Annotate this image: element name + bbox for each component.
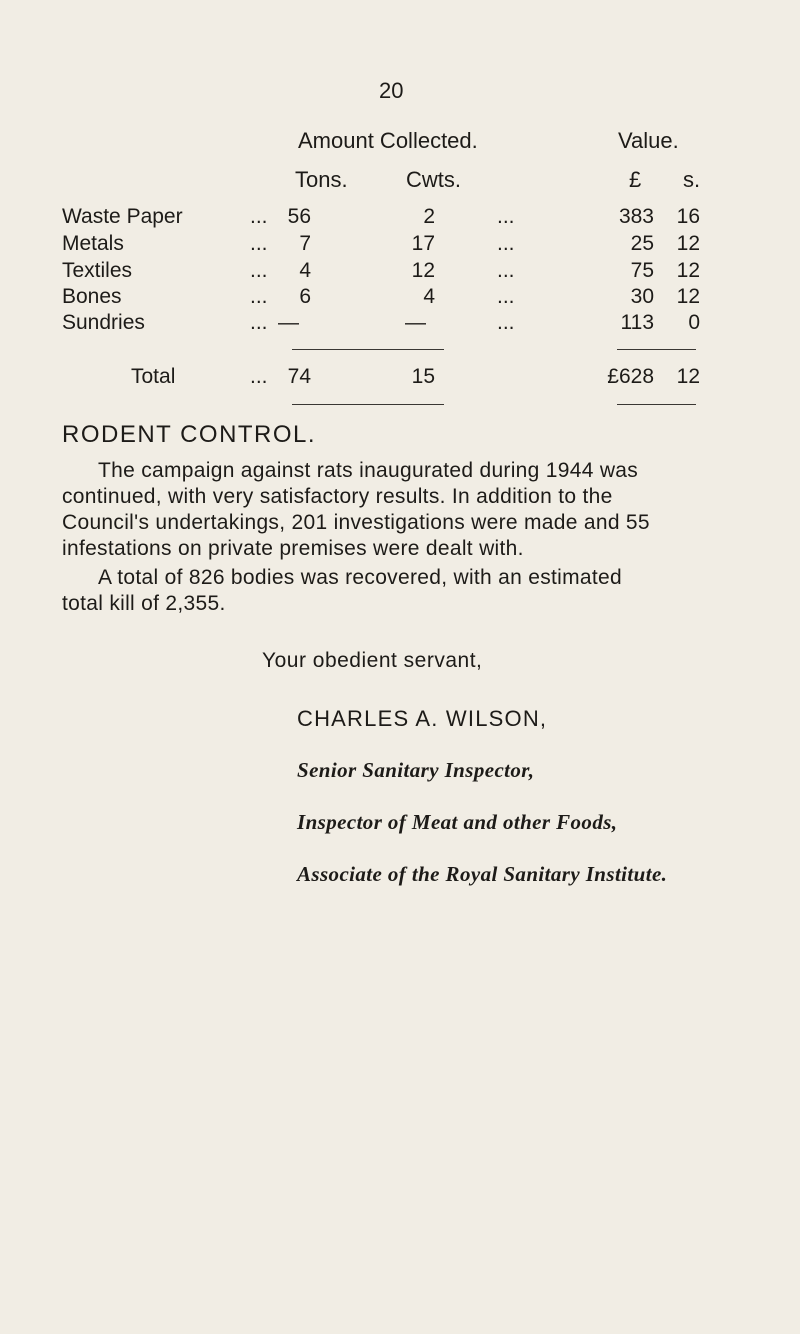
- paragraph-line: The campaign against rats inaugurated during 1944 was: [98, 459, 639, 482]
- closing-phrase: Your obedient servant,: [262, 649, 483, 672]
- row-shillings: 16: [676, 205, 700, 228]
- row-pounds: 113: [620, 311, 654, 334]
- row-tons: 56: [287, 205, 311, 228]
- row-cwts: 12: [411, 259, 435, 282]
- row-leader: ...: [250, 232, 268, 255]
- row-cwts: 2: [423, 205, 435, 228]
- total-tons: 74: [287, 365, 311, 388]
- row-label: Textiles: [62, 259, 133, 282]
- section-title: RODENT CONTROL.: [62, 421, 317, 448]
- total-rule-value: [617, 404, 696, 405]
- total-shillings: 12: [676, 365, 700, 388]
- row-leader: ...: [497, 232, 515, 255]
- paragraph-line: infestations on private premises were dealt with.: [62, 537, 524, 560]
- pounds-column-header: £: [629, 167, 642, 192]
- row-label: Sundries: [62, 311, 145, 334]
- row-pounds: 383: [618, 205, 654, 228]
- row-pounds: 75: [630, 259, 654, 282]
- paragraph-line: Council's undertakings, 201 investigations were made and 55: [62, 511, 650, 534]
- row-pounds: 30: [630, 285, 654, 308]
- paragraph-line: A total of 826 bodies was recovered, with an estimated: [98, 566, 622, 589]
- row-tons: 6: [299, 285, 311, 308]
- total-label: Total: [131, 365, 176, 388]
- total-rule-amount: [292, 404, 444, 405]
- page-number: 20: [379, 78, 404, 103]
- paragraph-line: total kill of 2,355.: [62, 592, 226, 615]
- row-shillings: 12: [676, 285, 700, 308]
- row-cwts: —: [405, 311, 426, 334]
- row-leader: ...: [250, 285, 268, 308]
- row-leader: ...: [497, 285, 515, 308]
- signatory-title: Inspector of Meat and other Foods,: [297, 810, 618, 834]
- row-label: Metals: [62, 232, 124, 255]
- row-shillings: 0: [688, 311, 700, 334]
- subtotal-rule-amount: [292, 349, 444, 350]
- row-label: Waste Paper: [62, 205, 183, 228]
- tons-column-header: Tons.: [295, 167, 348, 192]
- row-shillings: 12: [676, 232, 700, 255]
- row-shillings: 12: [676, 259, 700, 282]
- value-header: Value.: [618, 128, 679, 153]
- cwts-column-header: Cwts.: [406, 167, 461, 192]
- row-cwts: 4: [423, 285, 435, 308]
- amount-collected-header: Amount Collected.: [298, 128, 478, 153]
- total-cwts: 15: [411, 365, 435, 388]
- row-leader: ...: [497, 259, 515, 282]
- shillings-column-header: s.: [683, 167, 701, 192]
- paragraph-line: continued, with very satisfactory results. In addition to the: [62, 485, 613, 508]
- subtotal-rule-value: [617, 349, 696, 350]
- row-label: Bones: [62, 285, 122, 308]
- total-pounds: £628: [607, 365, 654, 388]
- row-leader: ...: [497, 205, 515, 228]
- row-pounds: 25: [630, 232, 654, 255]
- row-leader: ...: [250, 205, 268, 228]
- signatory-title: Senior Sanitary Inspector,: [297, 758, 535, 782]
- row-tons: 7: [299, 232, 311, 255]
- row-tons: 4: [299, 259, 311, 282]
- row-leader: ...: [497, 311, 515, 334]
- signatory-name: CHARLES A. WILSON,: [297, 706, 548, 731]
- row-leader: ...: [250, 259, 268, 282]
- row-cwts: 17: [411, 232, 435, 255]
- row-tons: —: [278, 311, 299, 334]
- row-leader: ...: [250, 365, 268, 388]
- signatory-title: Associate of the Royal Sanitary Institute.: [297, 862, 668, 886]
- row-leader: ...: [250, 311, 268, 334]
